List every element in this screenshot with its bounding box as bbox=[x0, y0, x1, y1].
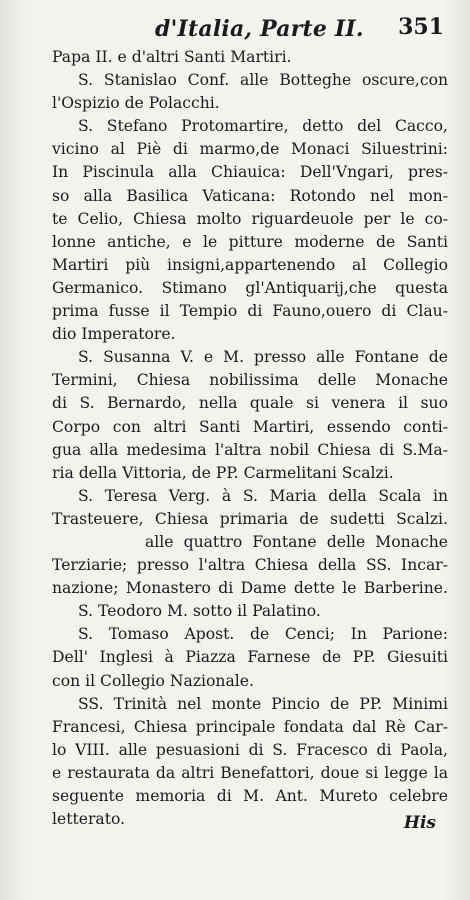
text-line: prima fusse il Tempio di Fauno,ouero di Clau- bbox=[52, 302, 448, 321]
text-line: l'Ospizio de Polacchi. bbox=[52, 94, 220, 113]
text-line: S. Stanislao Conf. alle Botteghe oscure,con bbox=[78, 71, 448, 90]
text-line: nazione; Monastero di Dame dette le Barberine. bbox=[52, 579, 448, 598]
text-line: lonne antiche, e le pitture moderne de Santi bbox=[52, 232, 448, 251]
text-line: alle quattro Fontane delle Monache bbox=[145, 532, 448, 551]
text-line: Corpo con altri Santi Martiri, essendo conti- bbox=[52, 417, 448, 436]
text-line: Terziarie; presso l'altra Chiesa della SS. Incar- bbox=[52, 556, 448, 575]
text-line: Francesi, Chiesa principale fondata dal Rè Car- bbox=[52, 717, 448, 736]
text-line: letterato. bbox=[52, 810, 126, 829]
text-line: Termini, Chiesa nobilissima delle Monache bbox=[52, 371, 448, 390]
text-line: SS. Trinità nel monte Pincio de PP. Minimi bbox=[78, 694, 448, 713]
catchword: His bbox=[403, 813, 436, 833]
text-line: Martiri più insigni,appartenendo al Collegio bbox=[52, 255, 448, 274]
text-line: S. Teodoro M. sotto il Palatino. bbox=[78, 602, 321, 621]
text-line: S. Stefano Protomartire, detto del Cacco, bbox=[78, 117, 448, 136]
text-line: te Celio, Chiesa molto riguardeuole per le co- bbox=[52, 209, 448, 228]
text-line: In Piscinula alla Chiauica: Dell'Vngari, pres- bbox=[52, 163, 448, 182]
text-line: seguente memoria di M. Ant. Mureto celebre bbox=[52, 787, 448, 805]
text-line: vicino al Piè di marmo,de Monaci Siluestrini: bbox=[52, 140, 448, 159]
body-text bbox=[52, 46, 448, 831]
text-line: Dell' Inglesi à Piazza Farnese de PP. Giesuiti bbox=[52, 648, 448, 667]
text-line: gua alla medesima l'altra nobil Chiesa di S.Ma- bbox=[52, 440, 448, 459]
running-title: d'Italia, Parte II. bbox=[155, 16, 364, 42]
text-line: Trasteuere, Chiesa primaria de sudetti Scalzi. bbox=[52, 509, 448, 528]
text-line: di S. Bernardo, nella quale si venera il suo bbox=[52, 394, 448, 413]
text-line: dio Imperatore. bbox=[52, 325, 176, 344]
text-line: con il Collegio Nazionale. bbox=[52, 671, 254, 690]
text-line: ria della Vittoria, de PP. Carmelitani Scalzi. bbox=[52, 463, 394, 482]
page-number: 351 bbox=[398, 14, 444, 40]
text-line: S. Susanna V. e M. presso alle Fontane de bbox=[78, 348, 448, 367]
text-line: S. Teresa Verg. à S. Maria della Scala in bbox=[78, 486, 448, 505]
text-line: so alla Basilica Vaticana: Rotondo nel mon- bbox=[52, 186, 448, 205]
text-line: Germanico. Stimano gl'Antiquarij,che questa bbox=[52, 278, 448, 297]
text-line: Papa II. e d'altri Santi Martiri. bbox=[52, 48, 292, 66]
text-line: lo VIII. alle pesuasioni di S. Fracesco di Paola, bbox=[52, 740, 448, 759]
text-line: e restaurata da altri Benefattori, doue si legge la bbox=[52, 763, 448, 782]
text-line: S. Tomaso Apost. de Cenci; In Parione: bbox=[78, 625, 448, 644]
page-header bbox=[0, 12, 470, 44]
